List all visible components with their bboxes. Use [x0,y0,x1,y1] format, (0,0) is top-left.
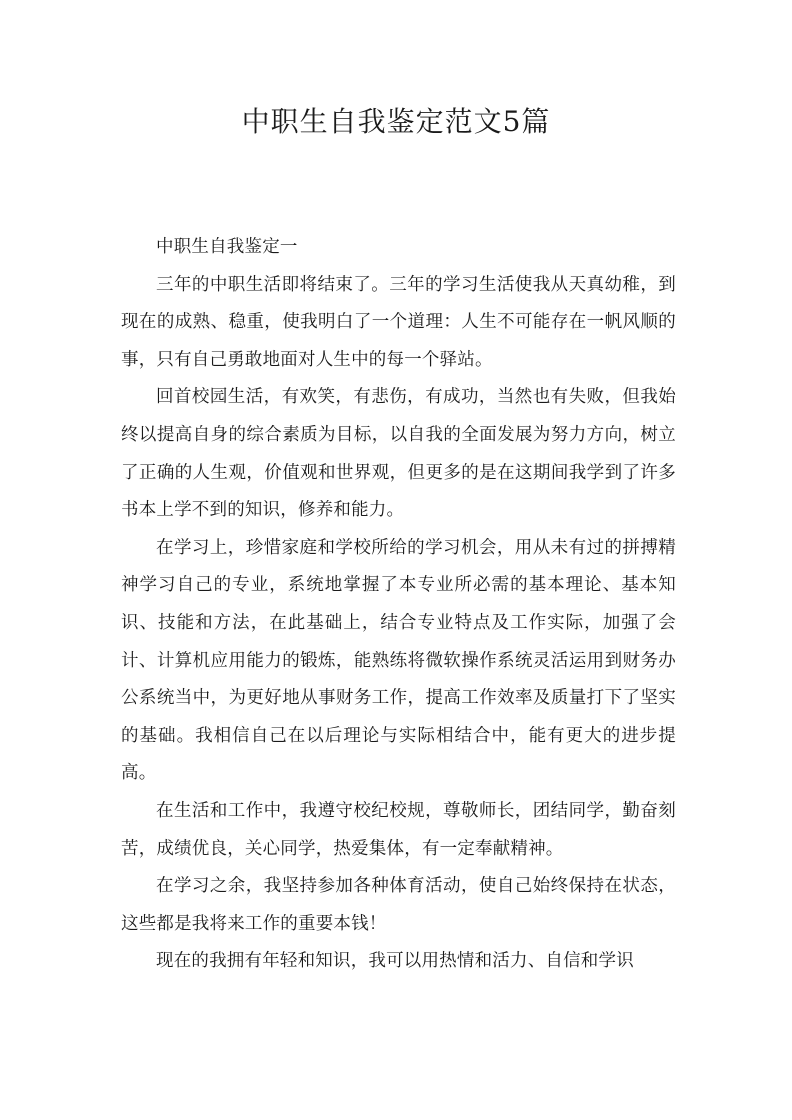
paragraph-5: 在学习之余，我坚持参加各种体育活动，使自己始终保持在状态，这些都是我将来工作的重要本钱！ [121,876,676,934]
paragraph-4: 在生活和工作中，我遵守校纪校规，尊敬师长，团结同学，勤奋刻苦，成绩优良，关心同学，热爱集体，有一定奉献精神。 [121,800,676,859]
document-body [121,229,676,981]
paragraph-2: 回首校园生活，有欢笑，有悲伤，有成功，当然也有失败，但我始终以提高自身的综合素质为目标，以自我的全面发展为努力方向，树立了正确的人生观，价值观和世界观，但更多的是在这期间我学到了许多书本上学不到的知识，修养和能力。 [121,387,676,521]
paragraph-6: 现在的我拥有年轻和知识，我可以用热情和活力、自信和学识 [156,951,634,972]
paragraph-3: 在学习上，珍惜家庭和学校所给的学习机会，用从未有过的拼搏精神学习自己的专业，系统地掌握了本专业所必需的基本理论、基本知识、技能和方法，在此基础上，结合专业特点及工作实际，加强了会计、计算机应用能力的锻炼，能熟练将微软操作系统灵活运用到财务办公系统当中，为更好地从事财务工作，提高工作效率及质量打下了坚实的基础。我相信自己在以后理论与实际相结合中，能有更大的进步提高。 [121,537,676,784]
document-title: 中职生自我鉴定范文5篇 [241,105,551,138]
paragraph-1: 三年的中职生活即将结束了。三年的学习生活使我从天真幼稚，到现在的成熟、稳重，使我明白了一个道理：人生不可能存在一帆风顺的事，只有自己勇敢地面对人生中的每一个驿站。 [121,274,676,370]
section-heading: 中职生自我鉴定一 [156,237,298,257]
